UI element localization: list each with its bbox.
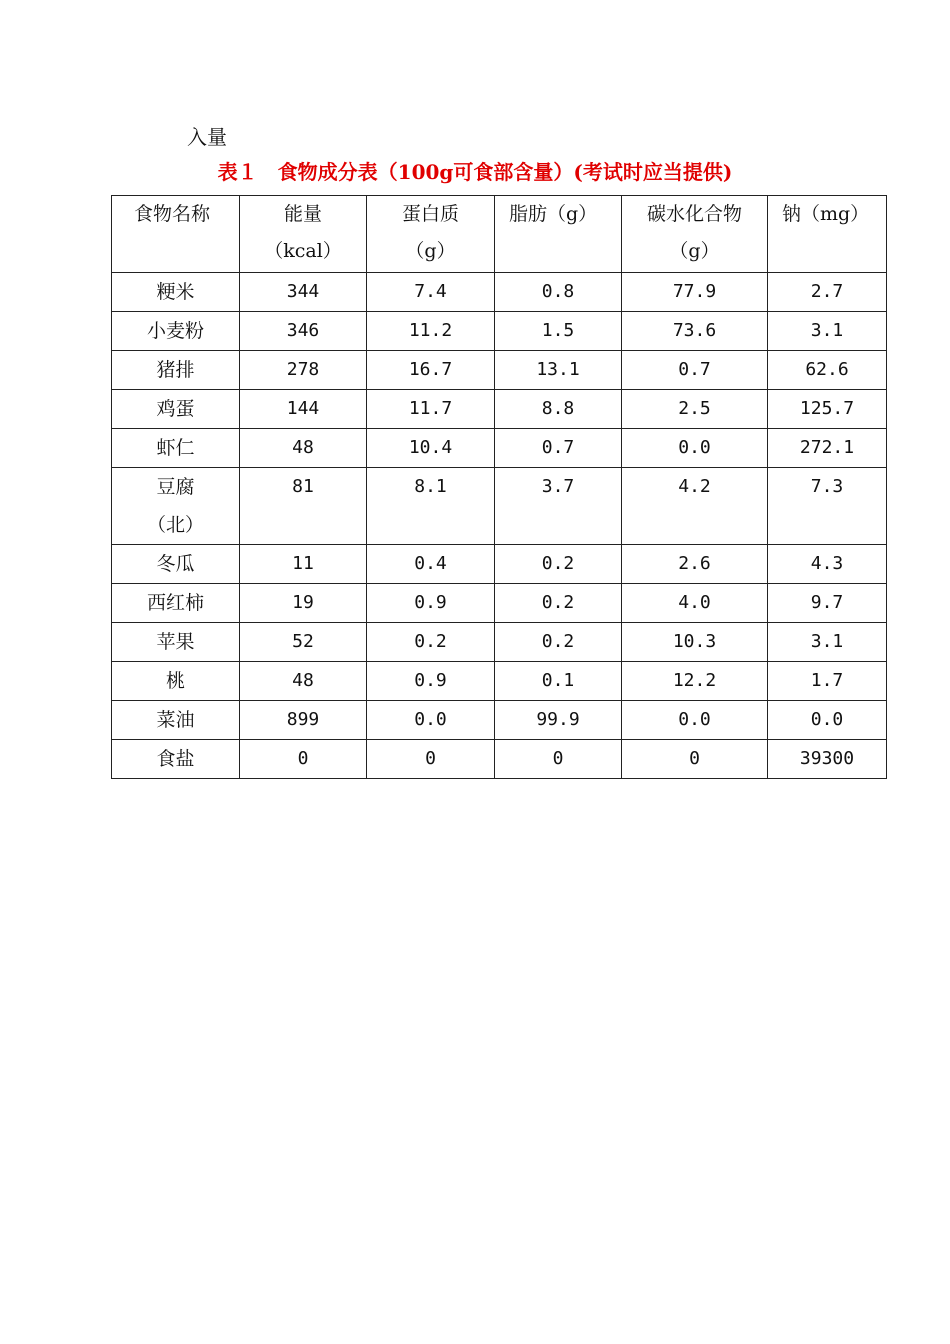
header-protein-line: 蛋白质 — [401, 203, 459, 225]
food-name-cell — [112, 740, 240, 779]
header-carbohydrate-unit: （g） — [669, 240, 720, 262]
food-name-text: 粳米 — [156, 281, 195, 303]
value-cell: 0.4 — [367, 545, 495, 584]
value-cell: 1.5 — [495, 312, 622, 351]
food-name-text: 苹果 — [156, 631, 195, 653]
table-row — [112, 623, 887, 662]
table-row — [112, 273, 887, 312]
value-cell: 0.9 — [367, 662, 495, 701]
food-name-text: 虾仁 — [156, 437, 195, 459]
header-sodium-line: 钠（mg） — [782, 203, 870, 225]
value-cell: 344 — [240, 273, 367, 312]
value-cell: 0.9 — [367, 584, 495, 623]
value-cell: 3.1 — [768, 312, 887, 351]
table-row — [112, 351, 887, 390]
food-name-cell — [112, 545, 240, 584]
value-cell: 0.0 — [768, 701, 887, 740]
value-cell: 4.2 — [622, 468, 768, 545]
value-cell: 0.0 — [622, 701, 768, 740]
value-cell: 0.2 — [495, 545, 622, 584]
value-cell: 0.0 — [622, 429, 768, 468]
value-cell: 10.3 — [622, 623, 768, 662]
value-cell: 0 — [495, 740, 622, 779]
food-name-text: 菜油 — [156, 709, 195, 731]
header-protein-unit: （g） — [405, 240, 456, 262]
food-name-text: 冬瓜 — [156, 553, 195, 575]
value-cell: 0.2 — [495, 623, 622, 662]
header-energy — [240, 196, 367, 273]
value-cell: 73.6 — [622, 312, 768, 351]
header-food-name-line: 食物名称 — [134, 203, 211, 225]
header-fat-line: 脂肪（g） — [509, 203, 598, 225]
food-name-cell — [112, 701, 240, 740]
header-carbohydrate — [622, 196, 768, 273]
value-cell: 0 — [240, 740, 367, 779]
value-cell: 52 — [240, 623, 367, 662]
header-protein — [367, 196, 495, 273]
food-name-cell — [112, 584, 240, 623]
value-cell: 19 — [240, 584, 367, 623]
value-cell: 346 — [240, 312, 367, 351]
table-row — [112, 545, 887, 584]
value-cell: 99.9 — [495, 701, 622, 740]
value-cell: 4.3 — [768, 545, 887, 584]
value-cell: 899 — [240, 701, 367, 740]
value-cell: 0.7 — [495, 429, 622, 468]
value-cell: 16.7 — [367, 351, 495, 390]
value-cell: 9.7 — [768, 584, 887, 623]
value-cell: 0.2 — [367, 623, 495, 662]
table-row — [112, 429, 887, 468]
value-cell: 278 — [240, 351, 367, 390]
table-row — [112, 468, 887, 545]
value-cell: 77.9 — [622, 273, 768, 312]
value-cell: 2.7 — [768, 273, 887, 312]
table-row — [112, 662, 887, 701]
food-name-cell — [112, 468, 240, 545]
food-name-cell — [112, 429, 240, 468]
value-cell: 2.6 — [622, 545, 768, 584]
value-cell: 0 — [367, 740, 495, 779]
value-cell: 48 — [240, 429, 367, 468]
table-row — [112, 701, 887, 740]
header-fat — [495, 196, 622, 273]
food-name-cell — [112, 623, 240, 662]
table-caption: 表１ 食物成分表（100g可食部含量）(考试时应当提供) — [217, 160, 733, 184]
value-cell: 3.1 — [768, 623, 887, 662]
value-cell: 11.7 — [367, 390, 495, 429]
header-energy-line: 能量 — [283, 203, 322, 225]
value-cell: 0.8 — [495, 273, 622, 312]
food-name-cell — [112, 351, 240, 390]
value-cell: 272.1 — [768, 429, 887, 468]
value-cell: 12.2 — [622, 662, 768, 701]
table-header-row — [112, 196, 887, 273]
value-cell: 0.0 — [367, 701, 495, 740]
value-cell: 1.7 — [768, 662, 887, 701]
value-cell: 4.0 — [622, 584, 768, 623]
header-sodium — [768, 196, 887, 273]
value-cell: 0.2 — [495, 584, 622, 623]
value-cell: 7.3 — [768, 468, 887, 545]
value-cell: 62.6 — [768, 351, 887, 390]
value-cell: 8.1 — [367, 468, 495, 545]
food-name-text: 小麦粉 — [146, 320, 204, 342]
value-cell: 0 — [622, 740, 768, 779]
table-row — [112, 390, 887, 429]
value-cell: 0.1 — [495, 662, 622, 701]
value-cell: 144 — [240, 390, 367, 429]
table-row — [112, 740, 887, 779]
food-name-text: 食盐 — [156, 748, 195, 770]
value-cell: 3.7 — [495, 468, 622, 545]
table-body — [112, 273, 887, 779]
food-name-cell — [112, 390, 240, 429]
food-composition-table — [111, 195, 887, 779]
value-cell: 48 — [240, 662, 367, 701]
food-name-text: 猪排 — [156, 359, 195, 381]
header-food-name — [112, 196, 240, 273]
food-name-text: （北） — [146, 514, 204, 536]
table-row — [112, 312, 887, 351]
value-cell: 11.2 — [367, 312, 495, 351]
value-cell: 81 — [240, 468, 367, 545]
lead-text: 入量 — [187, 125, 227, 149]
food-name-text: 桃 — [165, 670, 185, 692]
value-cell: 7.4 — [367, 273, 495, 312]
food-name-text: 豆腐 — [156, 476, 195, 498]
table-row — [112, 584, 887, 623]
value-cell: 39300 — [768, 740, 887, 779]
value-cell: 2.5 — [622, 390, 768, 429]
food-name-cell — [112, 662, 240, 701]
value-cell: 125.7 — [768, 390, 887, 429]
food-name-text: 西红柿 — [146, 592, 204, 614]
food-name-text: 鸡蛋 — [156, 398, 195, 420]
header-carbohydrate-line: 碳水化合物 — [646, 203, 742, 225]
value-cell: 10.4 — [367, 429, 495, 468]
value-cell: 0.7 — [622, 351, 768, 390]
header-energy-unit: （kcal） — [264, 240, 342, 262]
value-cell: 8.8 — [495, 390, 622, 429]
value-cell: 13.1 — [495, 351, 622, 390]
food-name-cell — [112, 312, 240, 351]
value-cell: 11 — [240, 545, 367, 584]
food-name-cell — [112, 273, 240, 312]
